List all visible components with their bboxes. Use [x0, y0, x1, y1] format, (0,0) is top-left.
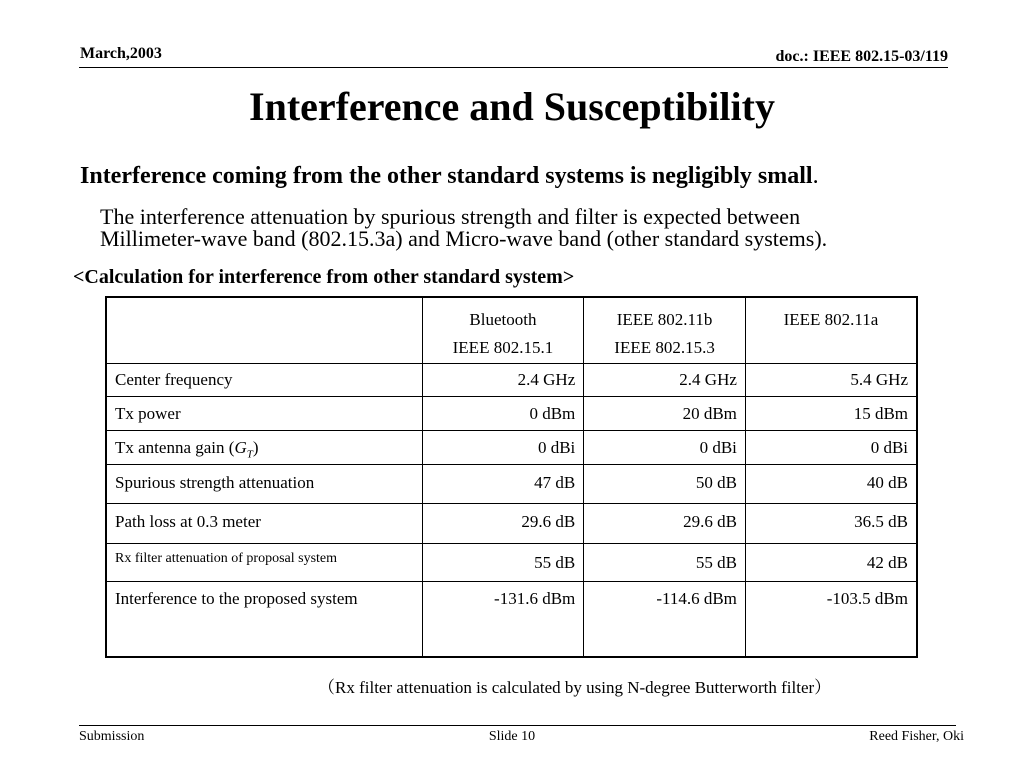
table-cell: 29.6 dB [584, 503, 746, 543]
table-cell: -103.5 dBm [745, 581, 917, 657]
body-paragraph [100, 206, 980, 250]
table-row [106, 430, 917, 464]
header-doc-number: doc.: IEEE 802.15-03/119 [775, 48, 948, 65]
row-label: Center frequency [106, 363, 422, 396]
table-row [106, 503, 917, 543]
table-cell: 0 dBi [422, 430, 584, 464]
footer-submission: Submission [79, 729, 145, 744]
headline-text: Interference coming from the other standard systems is negligibly small [80, 163, 813, 189]
table-row [106, 543, 917, 581]
column-header-bluetooth: Bluetooth IEEE 802.15.1 [422, 297, 584, 363]
table-cell: 0 dBi [584, 430, 746, 464]
table-cell: 50 dB [584, 464, 746, 503]
table-cell: 0 dBm [422, 396, 584, 430]
row-label: Tx antenna gain $(G_T)$ [106, 430, 422, 464]
table-cell: 5.4 GHz [745, 363, 917, 396]
paragraph-line-2: Millimeter-wave band (802.15.3a) and Micro-wave band (other standard systems). [100, 226, 828, 251]
table-row [106, 464, 917, 503]
row-label: Path loss at 0.3 meter [106, 503, 422, 543]
paragraph-line-1: The interference attenuation by spurious strength and filter is expected between [100, 204, 801, 229]
row-label: Rx filter attenuation of proposal system [106, 543, 422, 581]
interference-table [105, 296, 918, 658]
table-cell: 47 dB [422, 464, 584, 503]
table-cell: 36.5 dB [745, 503, 917, 543]
table-cell: 20 dBm [584, 396, 746, 430]
slide-title: Interference and Susceptibility [249, 84, 775, 129]
column-header-80211a: IEEE 802.11a [745, 297, 917, 363]
table-cell: 40 dB [745, 464, 917, 503]
table-cell: -114.6 dBm [584, 581, 746, 657]
row-label: Interference to the proposed system [106, 581, 422, 657]
footnote: （Rx filter attenuation is calculated by using N-degree Butterworth filter） [318, 678, 832, 697]
table-cell: 15 dBm [745, 396, 917, 430]
headline-period: . [812, 163, 819, 189]
header-rule [79, 67, 948, 68]
table-cell: 29.6 dB [422, 503, 584, 543]
footer-slide-number: Slide 10 [488, 729, 536, 744]
row-label: Spurious strength attenuation [106, 464, 422, 503]
header-date: March,2003 [80, 45, 162, 62]
table-cell: 2.4 GHz [584, 363, 746, 396]
headline [80, 162, 819, 190]
table-cell: 2.4 GHz [422, 363, 584, 396]
table-row [106, 363, 917, 396]
footer-author: Reed Fisher, Oki [869, 729, 964, 744]
column-header-80211b: IEEE 802.11b IEEE 802.15.3 [584, 297, 746, 363]
row-label: Tx power [106, 396, 422, 430]
table-row [106, 396, 917, 430]
table-cell: 42 dB [745, 543, 917, 581]
table-cell: 55 dB [584, 543, 746, 581]
table-corner-cell [106, 297, 422, 363]
table-header-row [106, 297, 917, 363]
table-cell: 0 dBi [745, 430, 917, 464]
footer-rule [79, 725, 956, 726]
calculation-heading: <Calculation for interference from other standard system> [73, 266, 575, 288]
table-cell: 55 dB [422, 543, 584, 581]
table-cell: -131.6 dBm [422, 581, 584, 657]
table-row [106, 581, 917, 657]
